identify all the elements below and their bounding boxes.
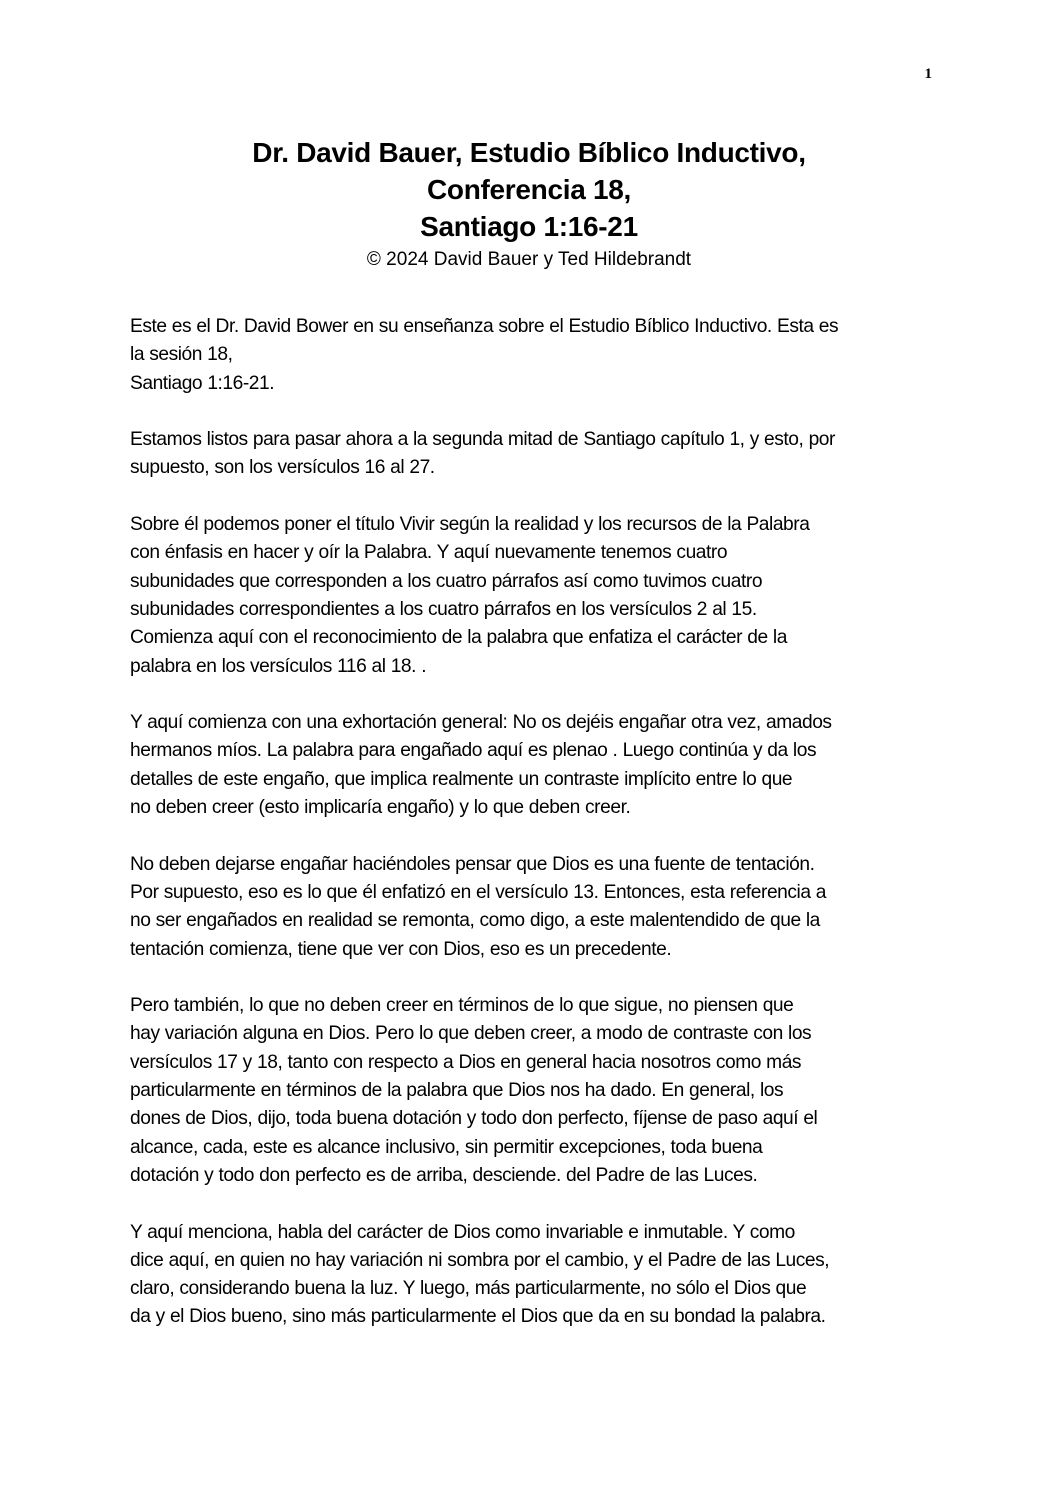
text-line: da y el Dios bueno, sino más particularmente el Dios que da en su bondad la palabra. — [130, 1306, 826, 1328]
copyright-notice: © 2024 David Bauer y Ted Hildebrandt — [366, 249, 692, 270]
text-line: Sobre él podemos poner el título Vivir según la realidad y los recursos de la Palabra — [130, 514, 810, 536]
paragraph-2 — [130, 426, 930, 483]
text-line: hermanos míos. La palabra para engañado aquí es plenao . Luego continúa y da los — [130, 740, 817, 762]
text-line: Santiago 1:16-21. — [130, 372, 275, 394]
text-line: palabra en los versículos 116 al 18. . — [130, 655, 427, 677]
text-line: Comienza aquí con el reconocimiento de la palabra que enfatiza el carácter de la — [130, 627, 787, 649]
paragraph-6 — [130, 992, 930, 1190]
text-line: Y aquí menciona, habla del carácter de Dios como invariable e inmutable. Y como — [130, 1221, 795, 1243]
text-line: particularmente en términos de la palabra que Dios nos ha dado. En general, los — [130, 1080, 784, 1102]
text-line: Y aquí comienza con una exhortación general: No os dejéis engañar otra vez, amados — [130, 712, 832, 734]
text-line: Este es el Dr. David Bower en su enseñanza sobre el Estudio Bíblico Inductivo. Esta es — [130, 316, 839, 337]
text-line: subunidades correspondientes a los cuatro párrafos en los versículos 2 al 15. — [130, 598, 757, 620]
paragraph-3 — [130, 511, 930, 681]
document-header — [130, 134, 928, 273]
text-line: no ser engañados en realidad se remonta, como digo, a este malentendido de que la — [130, 910, 820, 932]
document-title-line-2: Conferencia 18, — [426, 174, 632, 205]
text-line: la sesión 18, — [130, 344, 233, 366]
text-line: no deben creer (esto implicaría engaño) y lo que deben creer. — [130, 797, 631, 819]
page-number: 1 — [924, 66, 932, 82]
paragraph-5 — [130, 851, 930, 964]
text-line: alcance, cada, este es alcance inclusivo, sin permitir excepciones, toda buena — [130, 1136, 763, 1158]
document-title-line-3: Santiago 1:16-21 — [420, 211, 638, 242]
text-line: tentación comienza, tiene que ver con Dios, eso es un precedente. — [130, 938, 672, 960]
text-line: dones de Dios, dijo, toda buena dotación y todo don perfecto, fíjense de paso aquí el — [130, 1108, 818, 1130]
paragraph-4 — [130, 709, 930, 822]
text-line: versículos 17 y 18, tanto con respecto a Dios en general hacia nosotros como más — [130, 1051, 802, 1073]
text-line: con énfasis en hacer y oír la Palabra. Y aquí nuevamente tenemos cuatro — [130, 542, 728, 564]
text-line: hay variación alguna en Dios. Pero lo que deben creer, a modo de contraste con los — [130, 1023, 812, 1045]
text-line: Pero también, lo que no deben creer en términos de lo que sigue, no piensen que — [130, 995, 794, 1017]
document-title-line-1: Dr. David Bauer, Estudio Bíblico Inductivo, — [252, 137, 806, 168]
text-line: claro, considerando buena la luz. Y luego, más particularmente, no sólo el Dios que — [130, 1278, 807, 1300]
text-line: No deben dejarse engañar haciéndoles pensar que Dios es una fuente de tentación. — [130, 853, 815, 875]
paragraph-1 — [130, 313, 930, 398]
document-body — [130, 313, 930, 1360]
text-line: subunidades que corresponden a los cuatro párrafos así como tuvimos cuatro — [130, 570, 763, 592]
paragraph-7 — [130, 1219, 930, 1332]
text-line: Por supuesto, eso es lo que él enfatizó en el versículo 13. Entonces, esta referencia a — [130, 881, 826, 903]
text-line: supuesto, son los versículos 16 al 27. — [130, 457, 435, 479]
text-line: dotación y todo don perfecto es de arriba, desciende. del Padre de las Luces. — [130, 1164, 758, 1186]
text-line: Estamos listos para pasar ahora a la segunda mitad de Santiago capítulo 1, y esto, por — [130, 429, 835, 451]
text-line: dice aquí, en quien no hay variación ni sombra por el cambio, y el Padre de las Luces, — [130, 1249, 830, 1271]
text-line: detalles de este engaño, que implica realmente un contraste implícito entre lo que — [130, 768, 793, 790]
